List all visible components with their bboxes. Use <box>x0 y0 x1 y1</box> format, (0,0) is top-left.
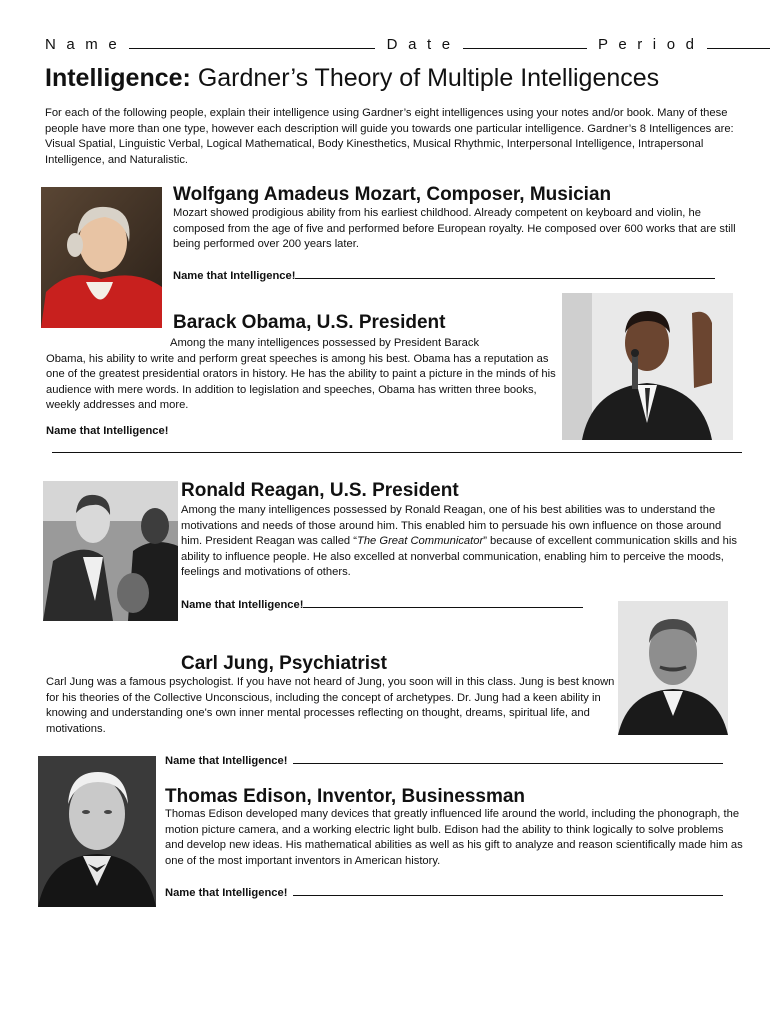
reagan-description <box>181 503 741 581</box>
page-title-bold: Intelligence: <box>45 64 191 92</box>
mozart-answer-row <box>173 268 715 282</box>
reagan-answer-row <box>181 597 583 611</box>
jung-prompt: Name that Intelligence! <box>165 755 288 767</box>
edison-name: Thomas Edison, Inventor, Businessman <box>165 786 526 807</box>
period-blank[interactable] <box>707 36 770 49</box>
edison-description: Thomas Edison developed many devices that greatly influenced life around the world, including the phonograph, the motion picture camera, and a working electric light bulb. Edison had the ability to think logically to solve problems and develop new ideas. His mathematical abilities as well as his gift to analyze and reason scientifically made him as one of the most important inventors in American history. <box>165 808 743 867</box>
edison-answer-blank[interactable] <box>293 885 723 896</box>
jung-answer-row <box>165 753 723 767</box>
mozart-name: Wolfgang Amadeus Mozart, Composer, Musician <box>173 184 612 205</box>
reagan-description-before: Among the many intelligences possessed by Ronald Reagan, one of his best abilities was to understand the motivations and needs of those around him. This enabled him to persuade his own influence on those around him. President Reagan was called “ <box>181 504 722 548</box>
name-blank[interactable] <box>129 36 375 49</box>
obama-answer-blank[interactable] <box>52 441 742 453</box>
period-label: P e r i o d <box>598 36 698 53</box>
reagan-description-after: ” because of excellent communication skills and his ability to influence people. He also excelled at nonverbal communication, enabling him to perceive the moods, feelings and motivations of others. <box>181 535 737 579</box>
obama-description-first: Among the many intelligences possessed by President Barack <box>170 337 480 349</box>
page-title-rest: Gardner’s Theory of Multiple Intelligences <box>190 64 660 92</box>
obama-name: Barack Obama, U.S. President <box>173 312 446 333</box>
obama-photo-image <box>562 293 733 440</box>
date-label: D a t e <box>386 36 454 53</box>
mozart-prompt: Name that Intelligence! <box>173 270 296 282</box>
name-label: N a m e <box>45 36 120 53</box>
edison-answer-row <box>165 885 723 899</box>
edison-photo-image <box>38 756 156 907</box>
mozart-portrait-image <box>41 187 162 328</box>
jung-name: Carl Jung, Psychiatrist <box>181 653 387 674</box>
mozart-description: Mozart showed prodigious ability from his earliest childhood. Already competent on keyboard and violin, he composed from the age of five and performed before European royalty. He composed over 600 works that are still being performed over 200 years later. <box>173 207 736 251</box>
jung-photo-image <box>618 601 728 735</box>
edison-prompt: Name that Intelligence! <box>165 887 288 899</box>
reagan-nickname: The Great Communicator <box>356 535 484 548</box>
jung-answer-blank[interactable] <box>293 753 723 764</box>
obama-prompt: Name that Intelligence! <box>46 425 169 437</box>
date-blank[interactable] <box>463 36 587 49</box>
reagan-answer-blank[interactable] <box>303 597 583 608</box>
page-title <box>45 64 659 93</box>
header-line <box>45 36 770 53</box>
jung-description: Carl Jung was a famous psychologist. If you have not heard of Jung, you soon will in this class. Jung is best known for his theories of the Collective Unconscious, including the concept of archetypes. Dr. Jung had a keen ability in knowing and understanding one's own inner mental processes reflecting on thought, dreams, spiritual life, and motivations. <box>46 676 615 735</box>
intro-paragraph: For each of the following people, explain their intelligence using Gardner’s eight intelligences using your notes and/or book. Many of these people have more than one type, however each description will guide you towards one particular intelligence. Gardner’s 8 Intelligences are: Visual Spatial, Linguistic Verbal, Logical Mathematical, Body Kinesthetics, Musical Rhythmic, Interpersonal Intelligence, Intrapersonal Intelligence, and Naturalistic. <box>45 107 734 166</box>
obama-description: Obama, his ability to write and perform great speeches is among his best. Obama has a reputation as one of the greatest presidential orators in history. He has the ability to paint a picture in the minds of his audience with mere words. In addition to legislation and speeches, Obama has written three books, weekly addresses and more. <box>46 352 556 412</box>
mozart-answer-blank[interactable] <box>295 268 715 279</box>
reagan-prompt: Name that Intelligence! <box>181 599 304 611</box>
reagan-name: Ronald Reagan, U.S. President <box>181 480 459 501</box>
reagan-photo-image <box>43 481 178 621</box>
